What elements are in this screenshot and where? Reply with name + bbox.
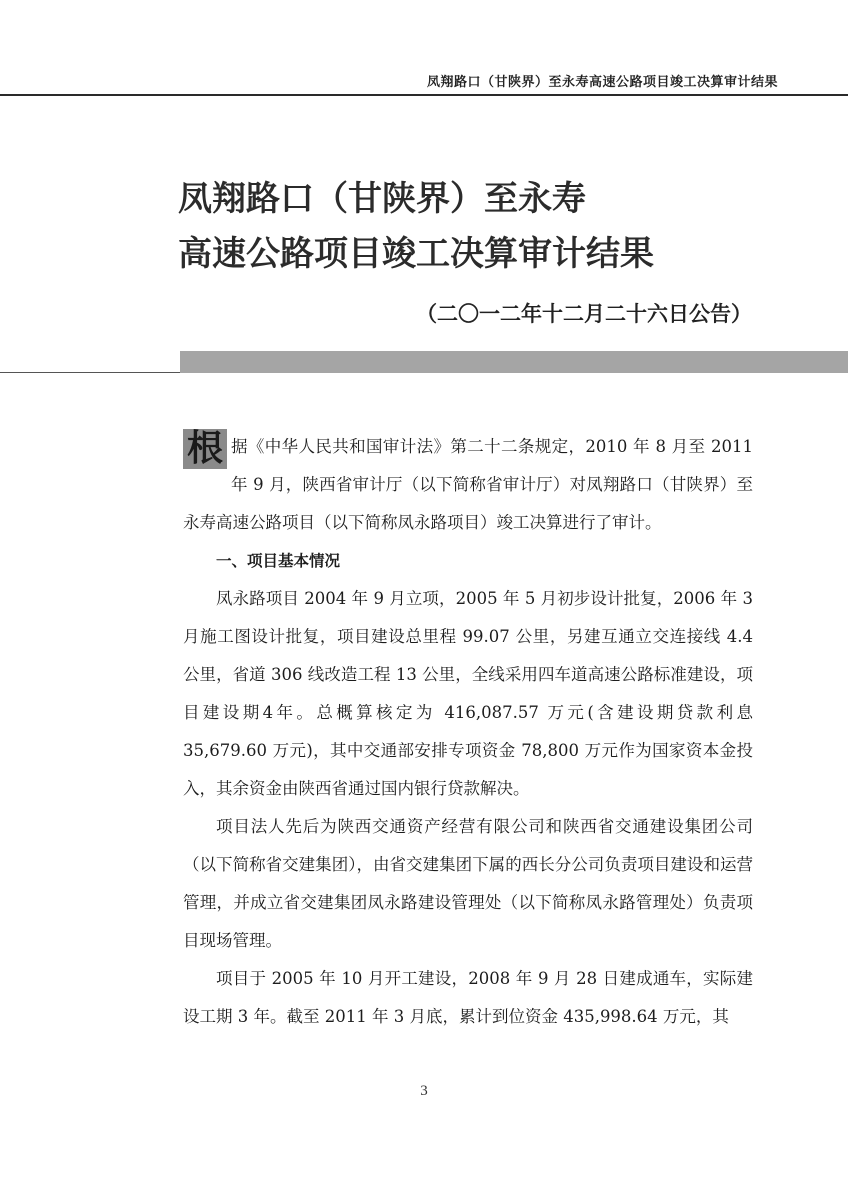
title-line-2: 高速公路项目竣工决算审计结果	[178, 234, 654, 274]
thin-divider-line	[0, 372, 180, 373]
document-title	[178, 172, 654, 282]
grey-divider-bar	[180, 351, 848, 373]
intro-text: 据《中华人民共和国审计法》第二十二条规定，2010 年 8 月至 2011 年 9 月，陕西省审计厅（以下简称省审计厅）对凤翔路口（甘陕界）至永寿高速公路项目（以下简称凤永路项目）竣工决算进行了审计。	[183, 437, 753, 532]
drop-cap: 根	[183, 429, 227, 469]
running-header-title: 凤翔路口（甘陕界）至永寿高速公路项目竣工决算审计结果	[426, 75, 778, 90]
paragraph-construction-period: 项目于 2005 年 10 月开工建设，2008 年 9 月 28 日建成通车，实际建设工期 3 年。截至 2011 年 3 月底，累计到位资金 435,998.64 万元，其	[183, 969, 753, 1026]
header-rule	[0, 94, 848, 96]
page-number: 3	[420, 1083, 428, 1099]
body-text	[183, 428, 753, 1036]
paragraph-project-overview: 凤永路项目 2004 年 9 月立项，2005 年 5 月初步设计批复，2006 年 3 月施工图设计批复，项目建设总里程 99.07 公里，另建互通立交连接线 4.4 公里，省道 306 线改造工程 13 公里，全线采用四车道高速公路标准建设，项目建设期4年。总概算核定为 416,087.57 万元(含建设期贷款利息 35,679.60 万元)，其中交通部安排专项资金 78,800 万元作为国家资本金投入，其余资金由陕西省通过国内银行贷款解决。	[183, 589, 753, 798]
paragraph-project-legal-person: 项目法人先后为陕西交通资产经营有限公司和陕西省交通建设集团公司（以下简称省交建集团），由省交建集团下属的西长分公司负责项目建设和运营管理，并成立省交建集团凤永路建设管理处（以下简称凤永路管理处）负责项目现场管理。	[183, 817, 753, 950]
running-header	[0, 70, 848, 92]
section-heading: 一、项目基本情况	[216, 552, 341, 570]
announcement-date: （二〇一二年十二月二十六日公告）	[416, 302, 752, 326]
title-line-1: 凤翔路口（甘陕界）至永寿	[178, 179, 586, 219]
intro-paragraph	[183, 428, 753, 542]
